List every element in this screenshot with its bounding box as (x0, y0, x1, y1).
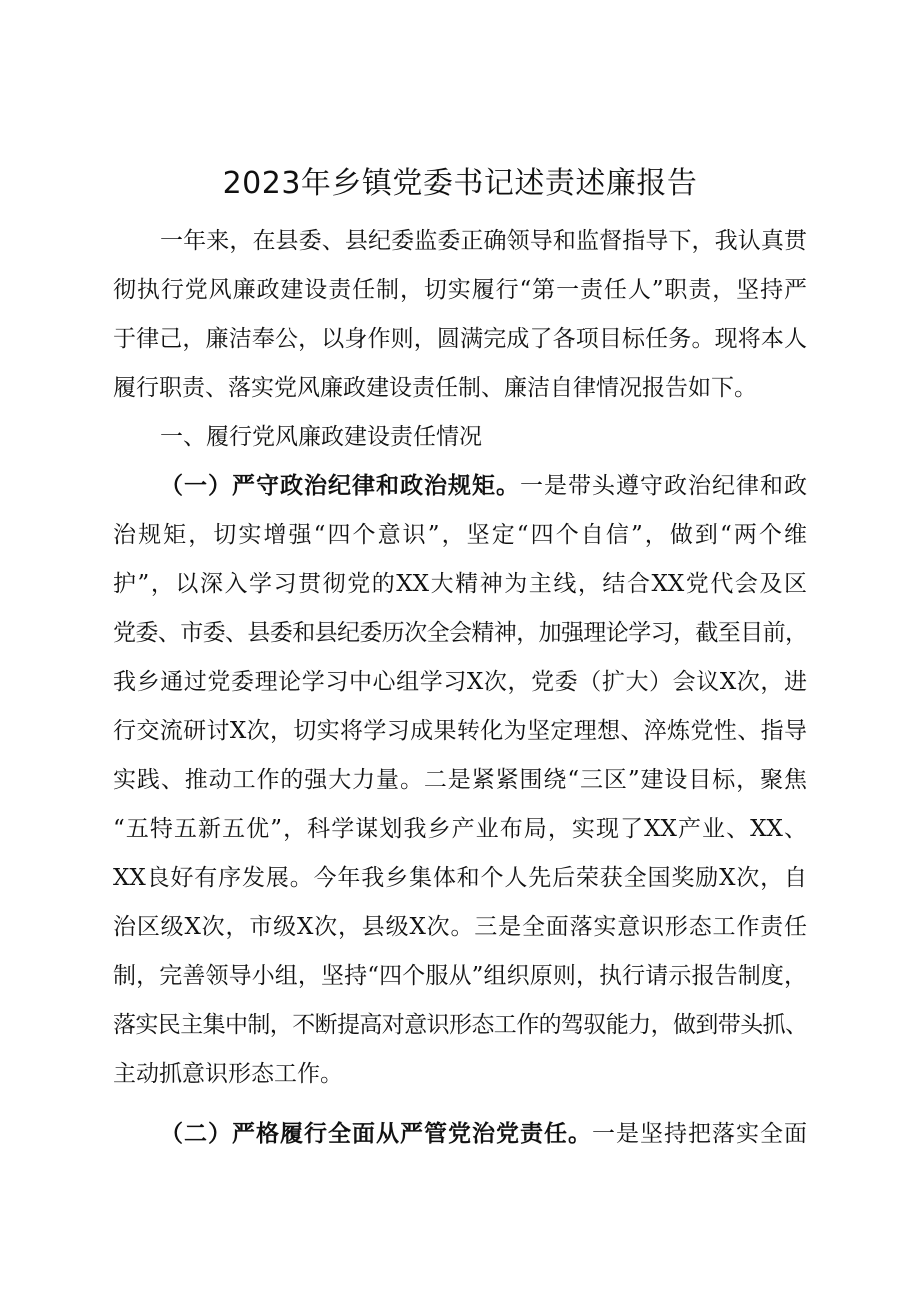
sub-1-line-12: 落实民主集中制，不断提高对意识形态工作的驾驭能力，做到带头抓、 (113, 1012, 808, 1038)
sub-1-line-9: XX良好有序发展。今年我乡集体和个人先后荣获全国奖励X次，自 (113, 865, 807, 891)
sub-1-line-13: 主动抓意识形态工作。 (113, 1061, 343, 1087)
document-title: 2023年乡镇党委书记述责述廉报告 (222, 166, 698, 201)
sub-1-line-2: 治规矩，切实增强“四个意识”，坚定“四个自信”，做到“两个维 (113, 522, 807, 548)
sub-1-line-6: 行交流研讨X次，切实将学习成果转化为坚定理想、淬炼党性、指导 (113, 718, 807, 744)
intro-line-4: 履行职责、落实党风廉政建设责任制、廉洁自律情况报告如下。 (113, 375, 757, 401)
sub-2-line-1-text: 一是坚持把落实全面 (592, 1121, 807, 1147)
sub-1-line-1-text: 一是带头遵守政治纪律和政 (520, 473, 807, 499)
sub-1-line-10: 治区级X次，市级X次，县级X次。三是全面落实意识形态工作责任 (113, 914, 807, 940)
section-1-heading: 一、履行党风廉政建设责任情况 (160, 424, 482, 450)
sub-2-title: （二）严格履行全面从严管党治党责任。 (160, 1121, 592, 1147)
sub-2-first-line (160, 1110, 807, 1159)
sub-1-line-7: 实践、推动工作的强大力量。二是紧紧围绕“三区”建设目标，聚焦 (113, 767, 807, 793)
sub-1-line-5: 我乡通过党委理论学习中心组学习X次，党委（扩大）会议X次，进 (113, 669, 807, 695)
sub-1-title: （一）严守政治纪律和政治规矩。 (160, 473, 520, 499)
sub-1-first-line (160, 462, 807, 511)
sub-1-line-11: 制，完善领导小组，坚持“四个服从”组织原则，执行请示报告制度， (113, 963, 807, 989)
sub-1-line-8: “五特五新五优”，科学谋划我乡产业布局，实现了XX产业、XX、 (113, 816, 807, 842)
sub-1-line-4: 党委、市委、县委和县纪委历次全会精神，加强理论学习，截至目前， (113, 620, 808, 646)
intro-line-2: 彻执行党风廉政建设责任制，切实履行“第一责任人”职责，坚持严 (113, 277, 807, 303)
sub-1-line-3: 护”，以深入学习贯彻党的XX大精神为主线，结合XX党代会及区 (113, 571, 807, 597)
intro-line-1: 一年来，在县委、县纪委监委正确领导和监督指导下，我认真贯 (160, 228, 807, 254)
intro-line-3: 于律己，廉洁奉公，以身作则，圆满完成了各项目标任务。现将本人 (113, 326, 807, 352)
